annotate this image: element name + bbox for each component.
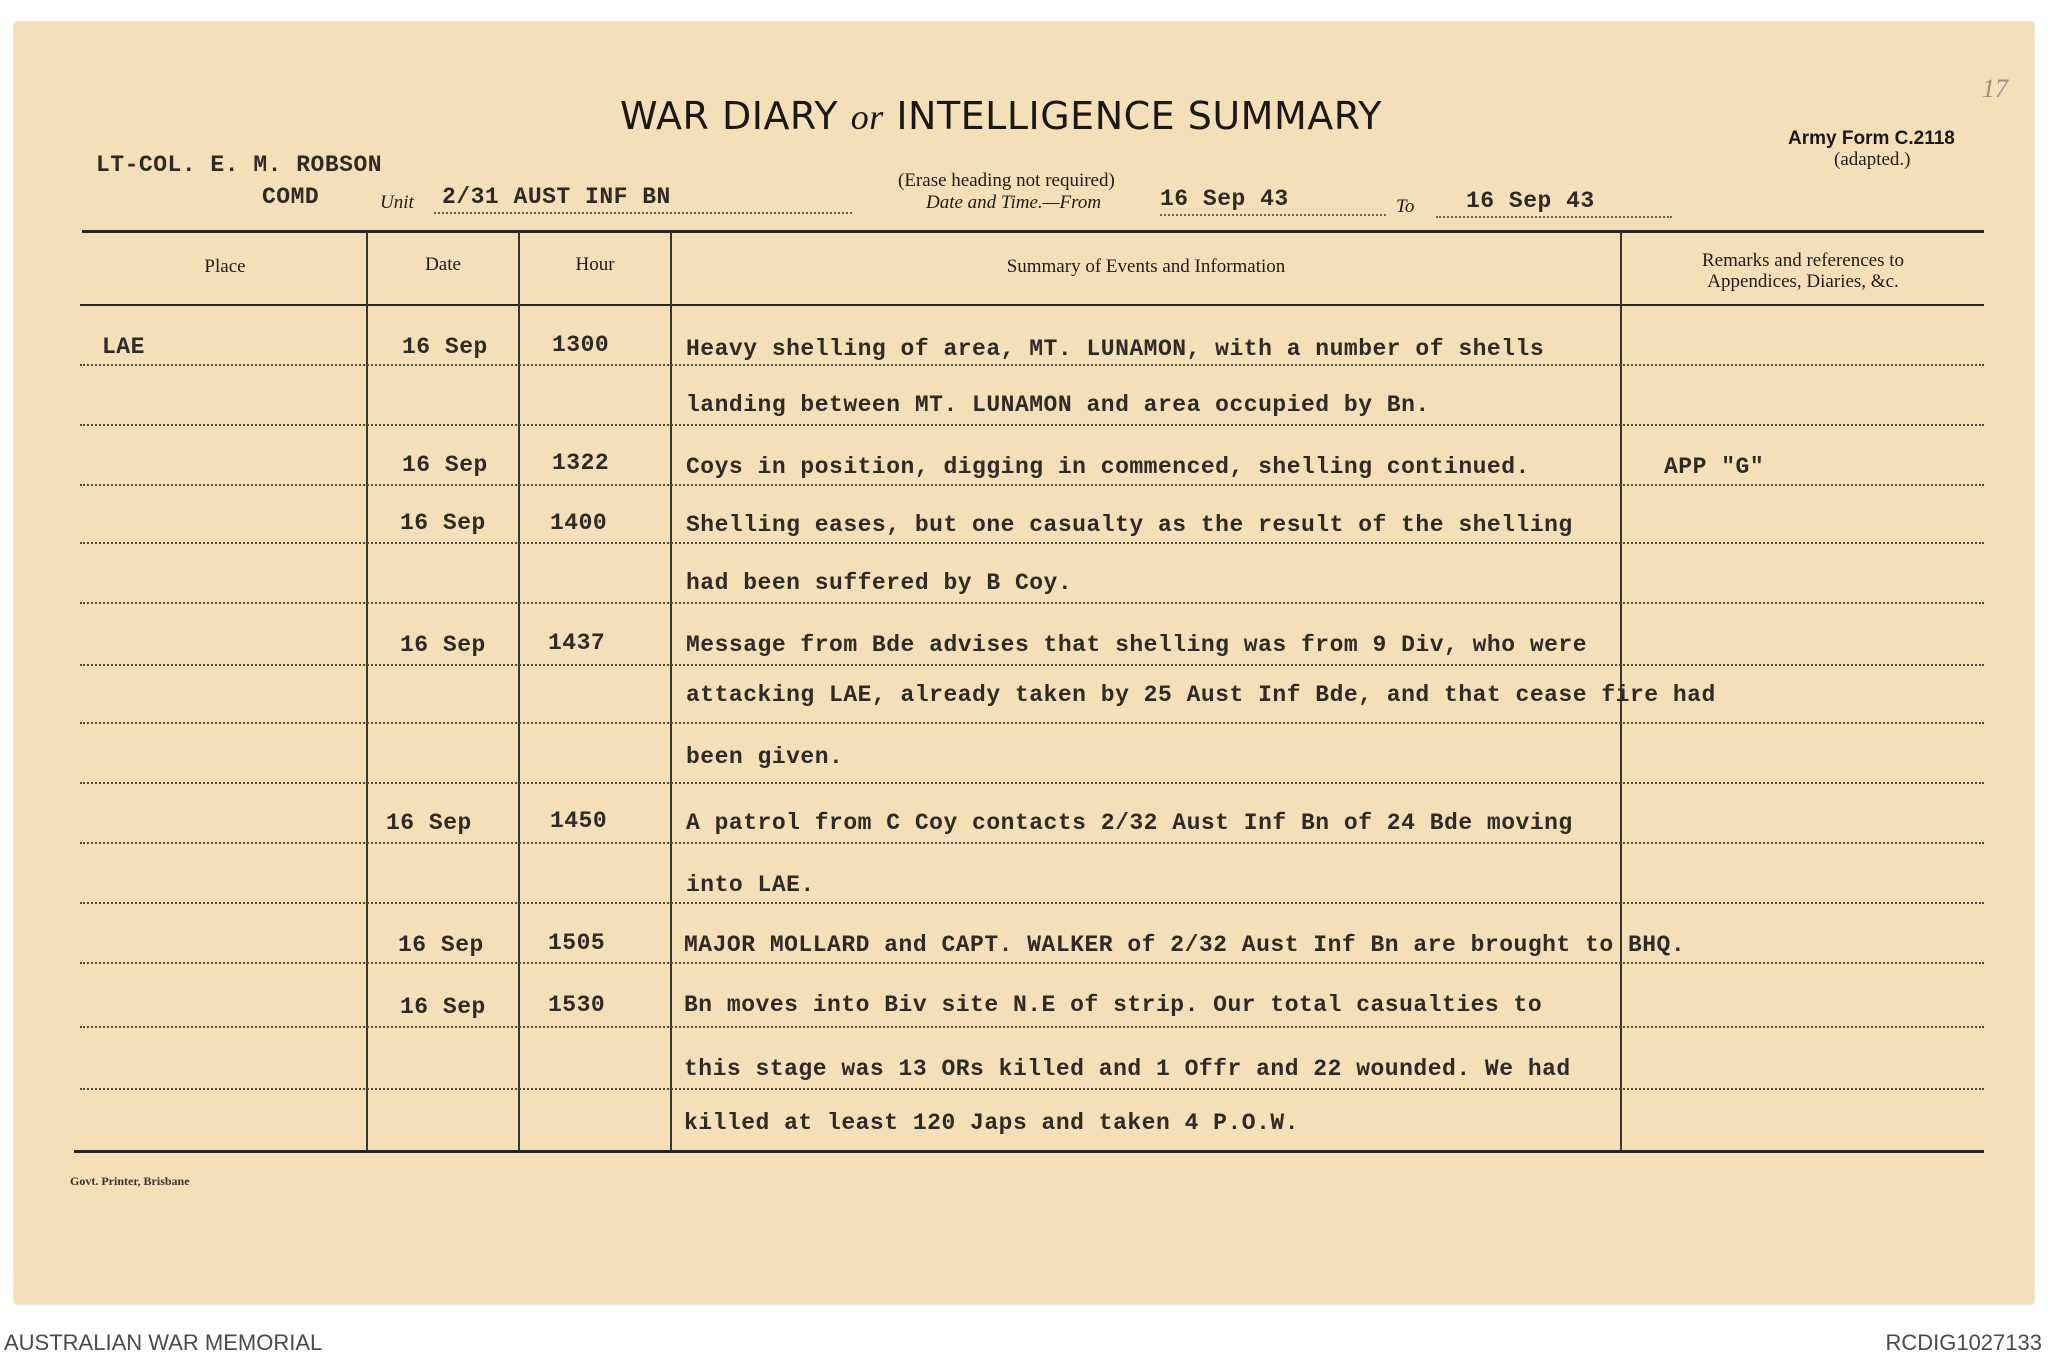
entry-date: 16 Sep	[386, 810, 472, 836]
row-line	[80, 902, 1984, 904]
remarks-head-line1: Remarks and references to	[1701, 250, 1905, 271]
date-to-value: 16 Sep 43	[1466, 188, 1595, 214]
entry-text: A patrol from C Coy contacts 2/32 Aust Inf Bn of 24 Bde moving	[686, 810, 1573, 836]
date-from-label: Date and Time.—From	[926, 192, 1102, 213]
entry-hour: 1505	[548, 930, 606, 956]
page-number: 17	[1982, 74, 2008, 103]
entry-text: been given.	[686, 744, 844, 770]
army-form-number: Army Form C.2118	[1788, 128, 1955, 149]
footer-record-id: RCDIG1027133	[1885, 1330, 2042, 1355]
entry-date: 16 Sep	[400, 510, 486, 536]
row-line	[80, 602, 1984, 604]
entry-text: into LAE.	[686, 872, 815, 898]
entry-hour: 1530	[548, 992, 606, 1018]
row-line	[80, 962, 1984, 964]
col-head-date: Date	[425, 254, 461, 275]
unit-label: Unit	[380, 192, 414, 213]
commander-role: COMD	[262, 184, 320, 210]
commander-name: LT-COL. E. M. ROBSON	[96, 152, 383, 178]
entry-text: MAJOR MOLLARD and CAPT. WALKER of 2/32 Aust Inf Bn are brought to BHQ.	[684, 932, 1686, 958]
row-line	[80, 842, 1984, 844]
diary-sheet	[14, 22, 2034, 1304]
row-line	[80, 664, 1984, 666]
row-line	[80, 1026, 1984, 1028]
remarks-head-line2: Appendices, Diaries, &c.	[1707, 271, 1899, 292]
col-divider-date	[518, 232, 520, 1150]
entry-text: attacking LAE, already taken by 25 Aust Inf Bde, and that cease fire had	[686, 682, 1716, 708]
entry-remarks: APP "G"	[1664, 454, 1765, 480]
entry-hour: 1322	[552, 450, 610, 476]
erase-note: (Erase heading not required)	[898, 170, 1115, 191]
entry-text: Heavy shelling of area, MT. LUNAMON, with a number of shells	[686, 336, 1545, 362]
entry-text: Bn moves into Biv site N.E of strip. Our total casualties to	[684, 992, 1543, 1018]
entry-text: killed at least 120 Japs and taken 4 P.O.W.	[684, 1110, 1299, 1136]
unit-fill-line	[434, 212, 852, 214]
entry-date: 16 Sep	[400, 994, 486, 1020]
table-bottom-rule	[74, 1150, 1984, 1153]
entry-place: LAE	[102, 334, 145, 360]
col-head-place: Place	[204, 256, 246, 277]
row-line	[80, 1088, 1984, 1090]
entry-date: 16 Sep	[398, 932, 484, 958]
entry-date: 16 Sep	[402, 334, 488, 360]
col-divider-place	[366, 232, 368, 1150]
title-or: or	[850, 97, 884, 137]
row-line	[80, 364, 1984, 366]
entry-text: this stage was 13 ORs killed and 1 Offr and 22 wounded. We had	[684, 1056, 1571, 1082]
col-head-remarks	[1622, 250, 1984, 292]
row-line	[80, 722, 1984, 724]
entry-text: Shelling eases, but one casualty as the result of the shelling	[686, 512, 1573, 538]
printer-imprint: Govt. Printer, Brisbane	[70, 1174, 190, 1188]
entry-text: Message from Bde advises that shelling was from 9 Div, who were	[686, 632, 1588, 658]
row-line	[80, 542, 1984, 544]
row-line	[80, 424, 1984, 426]
date-from-fill-line	[1160, 214, 1386, 216]
date-to-label: To	[1396, 196, 1415, 217]
entry-text: Coys in position, digging in commenced, shelling continued.	[686, 454, 1530, 480]
title-intelligence-summary: INTELLIGENCE SUMMARY	[896, 94, 1382, 138]
entry-hour: 1437	[548, 630, 606, 656]
row-line	[80, 782, 1984, 784]
col-divider-hour	[670, 232, 672, 1150]
entry-date: 16 Sep	[402, 452, 488, 478]
entry-date: 16 Sep	[400, 632, 486, 658]
entry-text: had been suffered by B Coy.	[686, 570, 1073, 596]
date-to-fill-line	[1436, 216, 1672, 218]
date-from-value: 16 Sep 43	[1160, 186, 1289, 212]
entry-hour: 1400	[550, 510, 608, 536]
footer-archive-name: AUSTRALIAN WAR MEMORIAL	[4, 1330, 323, 1355]
col-head-hour: Hour	[575, 254, 615, 275]
row-line	[80, 484, 1984, 486]
entry-hour: 1300	[552, 332, 610, 358]
entry-text: landing between MT. LUNAMON and area occupied by Bn.	[686, 392, 1430, 418]
col-head-summary: Summary of Events and Information	[1006, 256, 1286, 277]
entry-hour: 1450	[550, 808, 608, 834]
page-title	[620, 94, 1382, 138]
form-adapted-note: (adapted.)	[1834, 149, 1911, 170]
unit-value: 2/31 AUST INF BN	[442, 184, 671, 210]
title-war-diary: WAR DIARY	[620, 94, 839, 138]
